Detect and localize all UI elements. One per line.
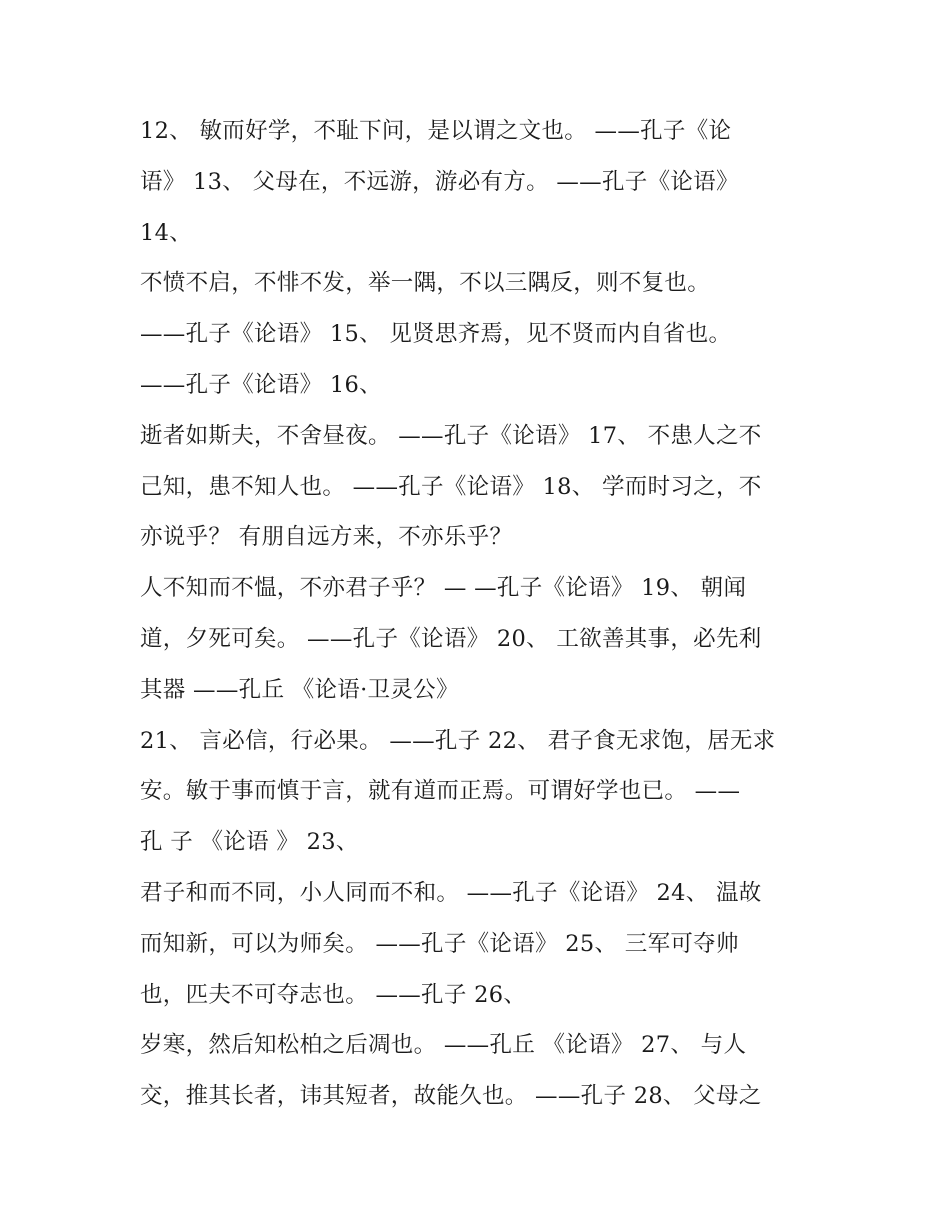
text-line: 而知新，可以为师矣。 ——孔子《论语》 25、 三军可夺帅 [140,930,739,957]
text-line: ——孔子《论语》 16、 [140,371,382,398]
text-line: 岁寒，然后知松柏之后凋也。 ——孔丘 《论语》 27、 与人 [140,1032,747,1059]
text-line: 安。敏于事而慎于言，就有道而正焉。可谓好学也已。 —— [140,778,741,805]
text-line: 君子和而不同，小人同而不和。 ——孔子《论语》 24、 温故 [140,879,762,906]
text-line: 逝者如斯夫，不舍昼夜。 ——孔子《论语》 17、 不患人之不 [140,422,762,449]
text-line: 也，匹夫不可夺志也。 ——孔子 26、 [140,981,527,1008]
text-line: ——孔子《论语》 15、 见贤思齐焉，见不贤而内自省也。 [140,321,732,348]
text-line: 语》 13、 父母在，不远游，游必有方。 ——孔子《论语》 [140,168,739,195]
text-line: 21、 言必信，行必果。 ——孔子 22、 君子食无求饱，居无求 [140,727,776,754]
text-line: 孔 子 《论语 》 23、 [140,829,359,856]
text-line: 人不知而不愠，不亦君子乎？ — —孔子《论语》 19、 朝闻 [140,575,747,602]
text-line: 交，推其长者，讳其短者，故能久也。 ——孔子 28、 父母之 [140,1083,762,1110]
text-line: 其器 ——孔丘 《论语·卫灵公》 [140,676,459,703]
text-line: 己知，患不知人也。 ——孔子《论语》 18、 学而时习之，不 [140,473,762,500]
text-line: 不愤不启，不悱不发，举一隅，不以三隅反，则不复也。 [140,270,711,297]
text-line: 亦说乎？ 有朋自远方来，不亦乐乎？ [140,524,513,551]
quotes-text-block [140,106,820,1122]
text-line: 道，夕死可矣。 ——孔子《论语》 20、 工欲善其事，必先利 [140,625,762,652]
text-line: 14、 [140,219,193,246]
text-line: 12、 敏而好学，不耻下问，是以谓之文也。 ——孔子《论 [140,118,732,144]
